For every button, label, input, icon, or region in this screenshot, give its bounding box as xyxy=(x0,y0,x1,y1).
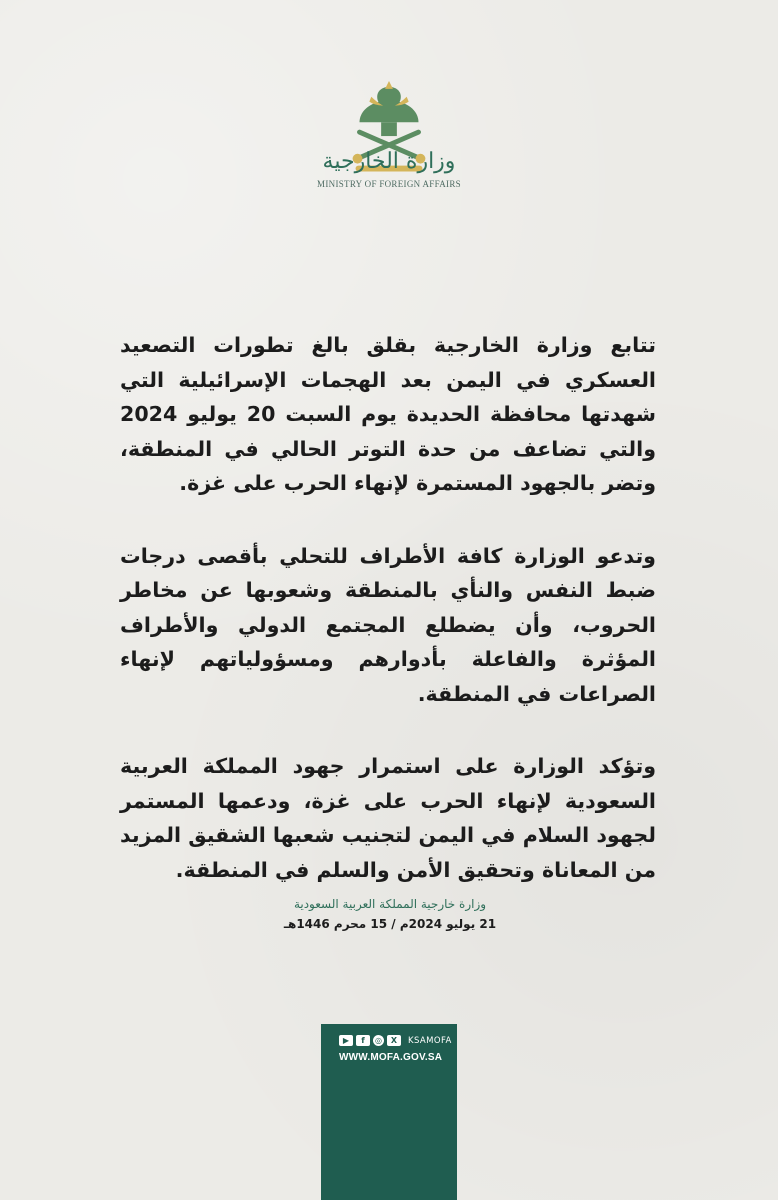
x-icon[interactable]: X xyxy=(387,1035,401,1046)
statement-paragraph-1: تتابع وزارة الخارجية بقلق بالغ تطورات التصعيد العسكري في اليمن بعد الهجمات الإسرائيلية التي شهدتها محافظة الحديدة يوم السبت 20 يوليو 2024 والتي تضاعف من حدة التوتر الحالي في المنطقة، وتضر بالجهود المستمرة لإنهاء الحرب على غزة. xyxy=(120,333,656,495)
website-link[interactable]: WWW.MOFA.GOV.SA xyxy=(339,1052,443,1063)
ministry-logo-english: MINISTRY OF FOREIGN AFFAIRS xyxy=(317,179,461,189)
ministry-logo-arabic: وزارة الخارجية xyxy=(322,149,456,174)
statement-body xyxy=(120,328,656,925)
social-handle: KSAMOFA xyxy=(408,1035,452,1046)
instagram-icon[interactable]: ◎ xyxy=(373,1035,384,1046)
statement-paragraph-3: وتؤكد الوزارة على استمرار جهود المملكة العربية السعودية لإنهاء الحرب على غزة، ودعمها المستمر لجهود السلام في اليمن لتجنيب شعبها الشقيق المزيد من المعاناة وتحقيق الأمن والسلم في المنطقة. xyxy=(120,754,656,882)
statement-paragraph-2: وتدعو الوزارة كافة الأطراف للتحلي بأقصى درجات ضبط النفس والنأي بالمنطقة وشعوبها عن مخاطر الحروب، وأن يضطلع المجتمع الدولي والأطراف المؤثرة والفاعلة بأدوارهم ومسؤولياتهم لإنهاء الصراعات في المنطقة. xyxy=(120,543,656,706)
footer-panel xyxy=(321,1024,457,1200)
issue-date: 21 يوليو 2024م / 15 محرم 1446هـ xyxy=(283,917,497,931)
youtube-icon[interactable]: ▶ xyxy=(339,1035,353,1046)
signature-block xyxy=(260,894,520,934)
social-row xyxy=(339,1035,452,1046)
issuer-name: وزارة خارجية المملكة العربية السعودية xyxy=(293,897,487,911)
facebook-icon[interactable]: f xyxy=(356,1035,370,1046)
